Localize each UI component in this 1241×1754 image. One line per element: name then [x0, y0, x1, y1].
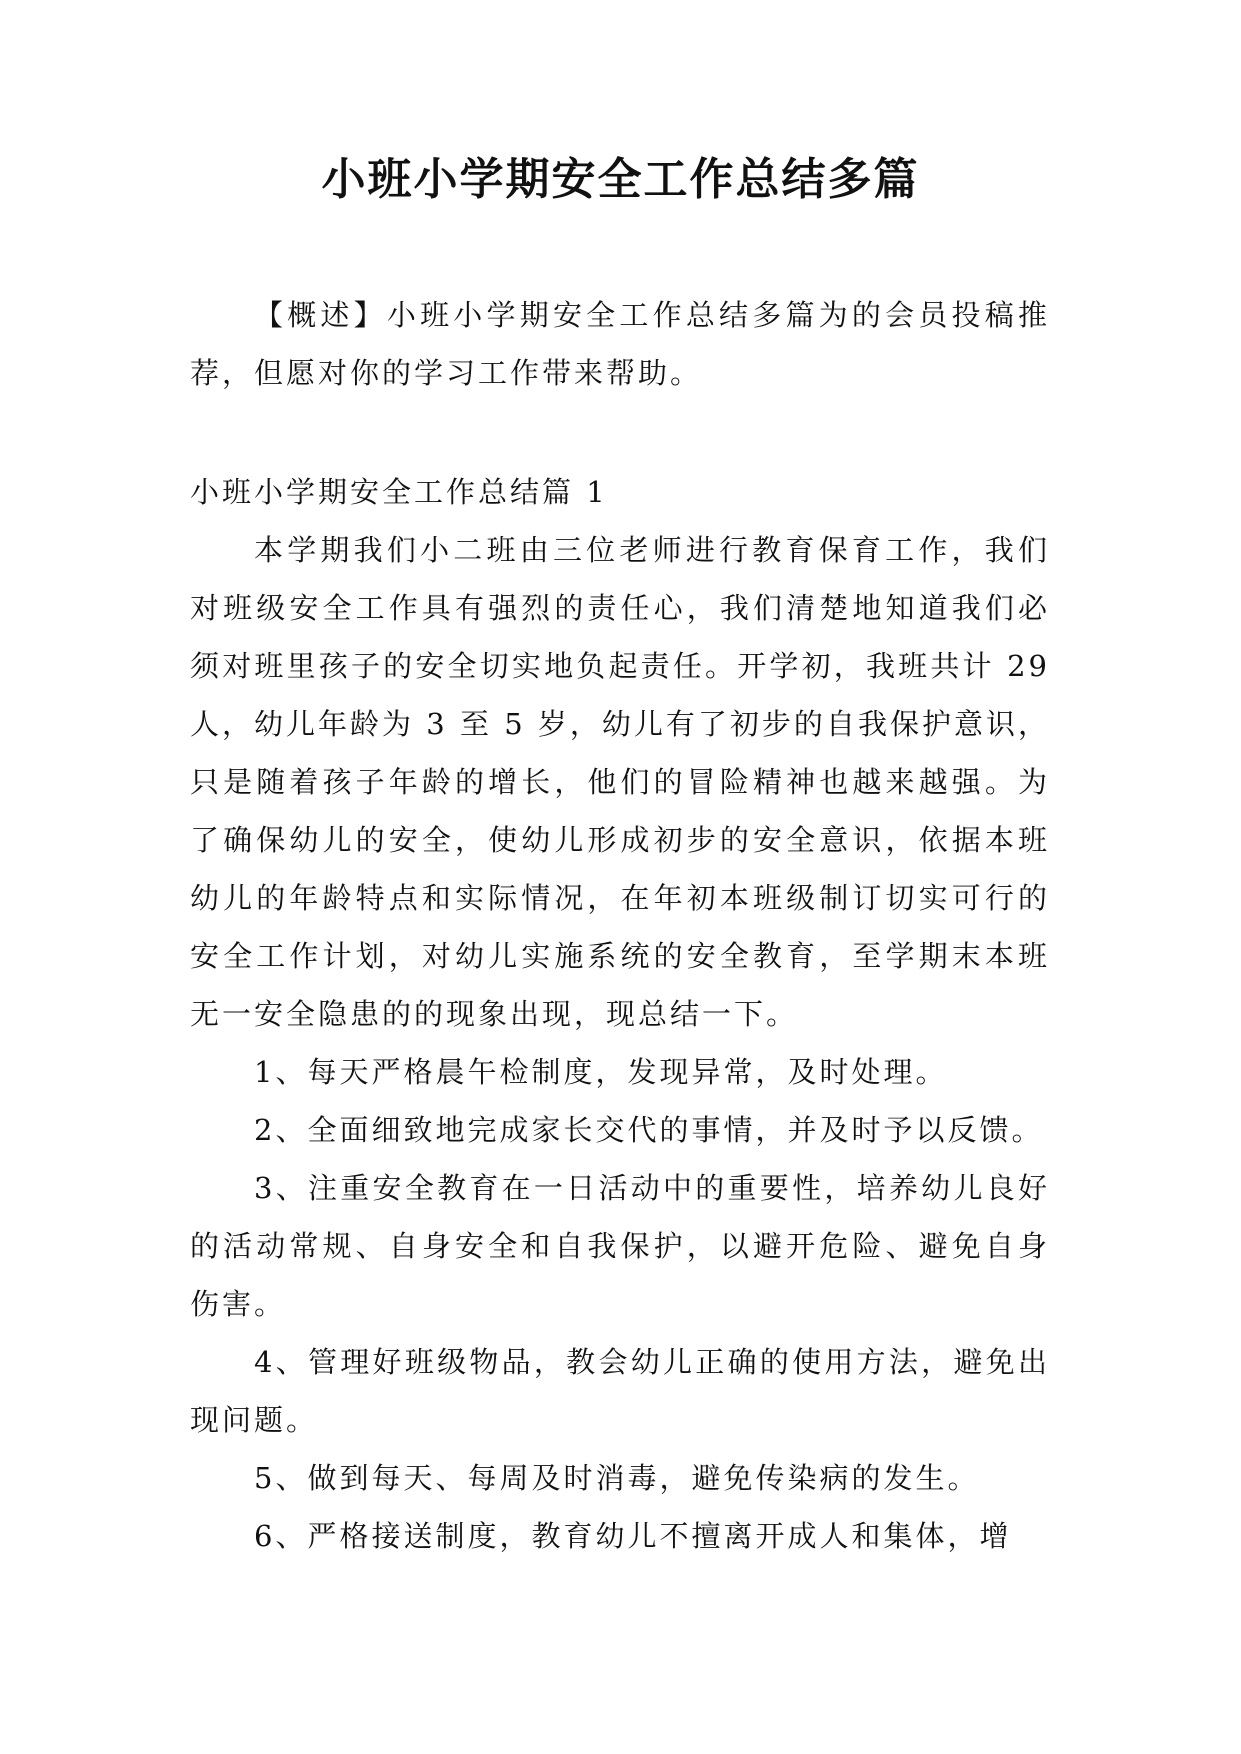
- intro-paragraph: 本学期我们小二班由三位老师进行教育保育工作，我们对班级安全工作具有强烈的责任心，我们清楚地知道我们必须对班里孩子的安全切实地负起责任。开学初，我班共计 29 人，幼儿年龄为 3 至 5 岁，幼儿有了初步的自我保护意识，只是随着孩子年龄的增长，他们的冒险精神也越来越强。为了确保幼儿的安全，使幼儿形成初步的安全意识，依据本班幼儿的年龄特点和实际情况，在年初本班级制订切实可行的安全工作计划，对幼儿实施系统的安全教育，至学期末本班无一安全隐患的的现象出现，现总结一下。: [190, 533, 1050, 1031]
- document-title: 小班小学期安全工作总结多篇: [321, 154, 920, 205]
- list-item: 1、每天严格晨午检制度，发现异常，及时处理。: [254, 1055, 948, 1089]
- section-heading: 小班小学期安全工作总结篇 1: [190, 475, 608, 509]
- list-item: 5、做到每天、每周及时消毒，避免传染病的发生。: [254, 1461, 980, 1495]
- list-item: 6、严格接送制度，教育幼儿不擅离开成人和集体，增: [254, 1519, 1012, 1553]
- summary-paragraph: 【概述】小班小学期安全工作总结多篇为的会员投稿推荐，但愿对你的学习工作带来帮助。: [190, 298, 1050, 390]
- list-item: 4、管理好班级物品，教会幼儿正确的使用方法，避免出现问题。: [190, 1345, 1050, 1437]
- list-item: 3、注重安全教育在一日活动中的重要性，培养幼儿良好的活动常规、自身安全和自我保护，以避开危险、避免自身伤害。: [190, 1171, 1050, 1321]
- list-item: 2、全面细致地完成家长交代的事情，并及时予以反馈。: [254, 1113, 1044, 1147]
